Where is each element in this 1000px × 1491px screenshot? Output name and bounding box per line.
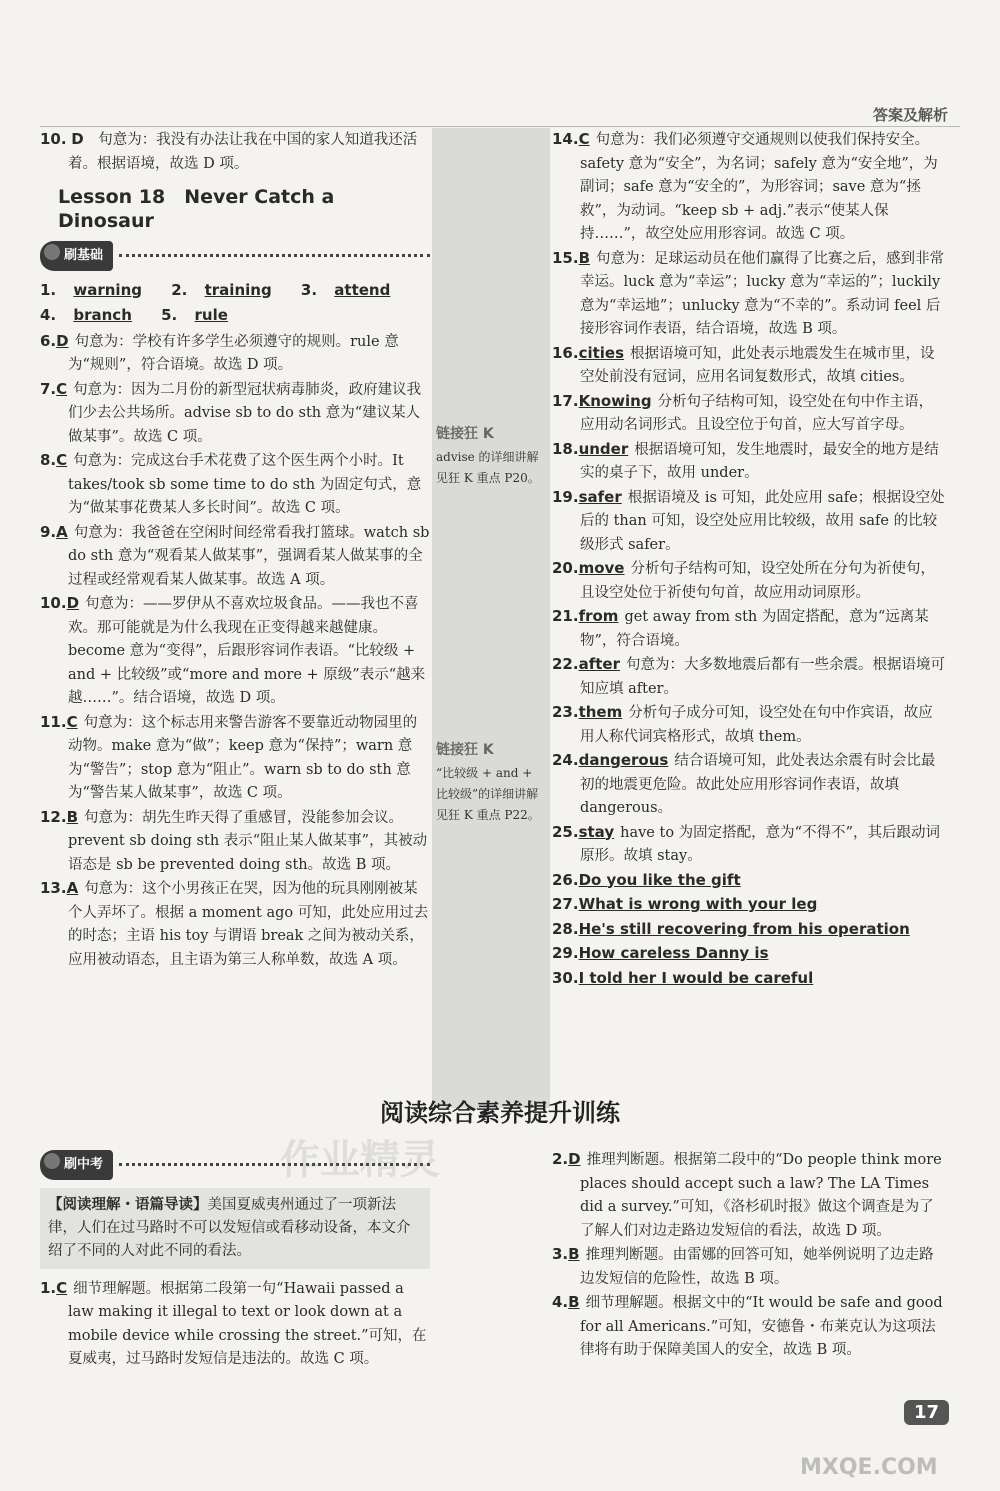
item-explanation: 分析句子结构可知，设空处在句中作主语，应用动名词形式。且设空位于句首，应大写首字母。 xyxy=(580,393,934,433)
answer-item xyxy=(40,330,430,378)
item-number: 22. xyxy=(552,655,579,673)
reading-right-column xyxy=(552,1148,947,1363)
link-note-comparative xyxy=(436,740,548,826)
item-answer: under xyxy=(578,439,629,458)
item-number: 10. xyxy=(40,594,67,612)
item-explanation: 句意为：这个小男孩正在哭，因为他的玩具刚刚被某个人弄坏了。根据 a moment ago 可知，此处应用过去的时态；主语 his toy 与谓语 break 之间为被动关系，应用被动语态，且主语为第三人称单数，故选 A 项。 xyxy=(68,881,429,968)
passage-intro-text: 美国夏威夷州通过了一项新法律，人们在过马路时不可以发短信或看移动设备，本文介绍了不同的人对此不同的看法。 xyxy=(48,1196,411,1259)
item-number: 6. xyxy=(40,331,57,350)
answer-item xyxy=(40,449,430,521)
answer-item xyxy=(552,486,947,558)
item-explanation: have to 为固定搭配，意为“不得不”，其后跟动词原形。故填 stay。 xyxy=(580,824,940,864)
answer-item xyxy=(552,1148,947,1243)
item-explanation: get away from sth 为固定搭配，意为“远离某物”，符合语境。 xyxy=(580,609,929,649)
item-number: 9. xyxy=(40,522,57,541)
item-number: 2. xyxy=(171,280,188,299)
item-explanation: 句意为：——罗伊从不喜欢垃圾食品。——我也不喜欢。那可能就是为什么我现在正变得越来越健康。become 意为“变得”，后跟形容词作表语。“比较级 + and + 比较级”或“more and more + 原级”表示“越来越……”。结合语境，故选 D 项。 xyxy=(68,596,426,706)
item-number: 3. xyxy=(552,1245,569,1263)
side-column xyxy=(432,128,550,1108)
item-explanation: 句意为：我们必须遵守交通规则以使我们保持安全。safety 意为“安全”，为名词；safely 意为“安全地”，为副词；safe 意为“安全的”，为形容词；save 意为“拯救”，为动词。“keep sb + adj.”表示“使某人保持……”，故空处应用形容词。故选 C 项。 xyxy=(580,132,938,242)
item-number: 4. xyxy=(552,1293,569,1311)
tag-label: 刷中考 xyxy=(64,1157,104,1172)
item-answer: B xyxy=(578,248,591,267)
item-explanation: 细节理解题。根据文中的“It would be safe and good for all Americans.”可知，安德鲁・布莱克认为这项法律将有助于保障美国人的安全，故选 B 项。 xyxy=(580,1295,943,1358)
lesson-title: Lesson 18 Never Catch a Dinosaur xyxy=(58,186,335,232)
answer-item xyxy=(552,605,947,653)
item-explanation: 句意为：胡先生昨天得了重感冒，没能参加会议。prevent sb doing sth 表示“阻止某人做某事”，其被动语态是 sb be prevented doing sth。故选 B 项。 xyxy=(68,809,428,873)
right-column xyxy=(552,128,947,991)
item-number: 26. xyxy=(552,870,579,889)
item-answer: What is wrong with your leg xyxy=(578,895,818,913)
item-explanation: 句意为：因为二月份的新型冠状病毒肺炎，政府建议我们少去公共场所。advise sb to do sth 意为“建议某人做某事”。故选 C 项。 xyxy=(68,381,422,445)
item-answer: move xyxy=(578,559,625,577)
reading-section-title: 阅读综合素养提升训练 xyxy=(380,1099,620,1127)
item-number: 16. xyxy=(552,343,579,362)
item-explanation: 根据语境可知，此处表示地震发生在城市里，设空处前没有冠词，应用名词复数形式，故填 cities。 xyxy=(580,345,935,385)
passage-intro xyxy=(40,1188,430,1269)
answer-item xyxy=(40,521,430,593)
item-answer: B xyxy=(568,1293,580,1311)
item-answer: attend xyxy=(334,280,391,299)
item-number: 23. xyxy=(552,703,579,721)
item-answer: from xyxy=(578,607,619,625)
item-number: 12. xyxy=(40,807,67,826)
answer-item xyxy=(40,877,430,972)
item-answer: How careless Danny is xyxy=(578,944,769,962)
item-number: 8. xyxy=(40,451,57,469)
watermark-url: MXQE.COM xyxy=(800,1455,938,1480)
header-label: 答案及解析 xyxy=(872,106,948,124)
item-answer: cities xyxy=(578,343,625,362)
item-number: 14. xyxy=(552,130,579,148)
header-divider xyxy=(40,126,960,127)
short-answers-row-1 xyxy=(40,279,430,303)
item-answer: branch xyxy=(73,306,132,324)
link-note-text: advise 的详细讲解见狂 K 重点 P20。 xyxy=(436,450,540,485)
item-number: 15. xyxy=(552,248,579,267)
tag-label: 刷基础 xyxy=(64,248,104,263)
answer-item xyxy=(40,1277,430,1372)
item-answer: after xyxy=(578,655,620,673)
item-answer: dangerous xyxy=(578,751,669,769)
link-note-advise xyxy=(436,424,548,489)
item-explanation: 细节理解题。根据第二段第一句“Hawaii passed a law making it illegal to text or look down at a mobile device while crossing the street.”可知，在夏威夷，过马路时发短信是违法的。故选 C 项。 xyxy=(68,1280,427,1367)
item-answer: C xyxy=(66,712,78,731)
item-number: 4. xyxy=(40,306,57,324)
exam-practice-tag xyxy=(40,1150,113,1180)
item-number: 29. xyxy=(552,944,579,962)
answer-item xyxy=(552,893,947,918)
item-explanation: 分析句子成分可知，设空处在句中作宾语，故应用人称代词宾格形式，故填 them。 xyxy=(580,705,933,745)
item-number: 25. xyxy=(552,822,579,841)
watermark-text: 作业精灵 xyxy=(280,1137,440,1183)
short-answers-row-2 xyxy=(40,304,430,328)
item-explanation: 根据语境及 is 可知，此处应用 safe；根据设空处后的 than 可知，设空处应用比较级，故用 safe 的比较级形式 safer。 xyxy=(580,489,945,553)
answer-item xyxy=(552,438,947,486)
answer-item xyxy=(552,918,947,943)
answer-item xyxy=(552,557,947,605)
item-answer: training xyxy=(204,280,272,299)
answer-item xyxy=(40,806,430,878)
answer-item xyxy=(552,247,947,342)
link-note-title: 链接狂 K xyxy=(436,742,494,758)
item-number: 18. xyxy=(552,439,579,458)
item-answer: B xyxy=(568,1245,580,1263)
item-explanation: 根据语境可知，发生地震时，最安全的地方是结实的桌子下，故用 under。 xyxy=(580,441,939,481)
item-number: 1. xyxy=(40,280,57,299)
item-answer: D xyxy=(71,130,84,148)
tag-badge-icon xyxy=(44,244,60,260)
item-answer: B xyxy=(66,807,79,826)
item-number: 2. xyxy=(552,1150,569,1168)
item-number: 30. xyxy=(552,968,579,987)
item-answer: C xyxy=(56,1278,68,1297)
tag-badge-icon xyxy=(44,1153,60,1169)
item-number: 1. xyxy=(40,1278,57,1297)
item-answer: A xyxy=(66,879,79,897)
item-number: 24. xyxy=(552,751,579,769)
dotted-divider xyxy=(119,254,430,257)
item-number: 17. xyxy=(552,391,579,410)
item-answer: Knowing xyxy=(578,391,652,410)
item-explanation: 结合语境可知，此处表达余震有时会比最初的地震更危险。故此处应用形容词作表语，故填 dangerous。 xyxy=(580,753,936,816)
item-number: 27. xyxy=(552,895,579,913)
item-explanation: 句意为：大多数地震后都有一些余震。根据语境可知应填 after。 xyxy=(580,657,945,697)
answer-item xyxy=(552,869,947,894)
item-answer: D xyxy=(56,331,69,350)
answer-item xyxy=(552,1291,947,1363)
item-answer: them xyxy=(578,703,623,721)
answer-item xyxy=(552,128,947,247)
answer-item xyxy=(40,592,430,711)
item-number: 11. xyxy=(40,712,67,731)
answer-item xyxy=(40,128,430,176)
item-number: 3. xyxy=(300,280,318,299)
answer-item xyxy=(552,821,947,869)
answer-list-left xyxy=(40,330,430,973)
item-number: 20. xyxy=(552,559,579,577)
item-explanation: 句意为：完成这台手术花费了这个医生两个小时。It takes/took sb some time to do sth 为固定句式，意为“做某事花费某人多长时间”。故选 C 项。 xyxy=(68,453,422,516)
basic-practice-tag xyxy=(40,241,113,271)
passage-intro-label: 【阅读理解・语篇导读】 xyxy=(48,1196,208,1213)
answer-item xyxy=(552,1243,947,1291)
answer-item xyxy=(552,749,947,821)
item-explanation: 句意为：足球运动员在他们赢得了比赛之后，感到非常幸运。luck 意为“幸运”；lucky 意为“幸运的”；luckily 意为“幸运地”；unlucky 意为“不幸的”。系动词 feel 后接形容词作表语，结合语境，故选 B 项。 xyxy=(580,250,945,337)
item-explanation: 句意为：学校有许多学生必须遵守的规则。rule 意为“规则”，符合语境。故选 D 项。 xyxy=(68,333,399,373)
item-explanation: 推理判断题。根据第二段中的“Do people think more places should accept such a law? The LA Times did a survey.”可知，《洛杉矶时报》做这个调查是为了了解人们对边走路边发短信的看法，故选 D 项。 xyxy=(580,1152,942,1239)
link-note-title: 链接狂 K xyxy=(436,426,494,442)
item-answer: Do you like the gift xyxy=(578,870,741,889)
item-answer: stay xyxy=(578,822,615,841)
item-explanation: 分析句子结构可知，设空处所在分句为祈使句，且设空处位于祈使句句首，故应用动词原形。 xyxy=(580,561,935,601)
item-explanation: 句意为：我爸爸在空闲时间经常看我打篮球。watch sb do sth 意为“观看某人做某事”，强调看某人做某事的全过程或经常观看某人做某事。故选 A 项。 xyxy=(68,524,430,588)
item-answer: A xyxy=(56,522,68,541)
section-tag-row xyxy=(40,241,430,271)
item-number: 21. xyxy=(552,607,579,625)
item-explanation: 句意为：这个标志用来警告游客不要靠近动物园里的动物。make 意为“做”；keep 意为“保持”；warn 意为“警告”；stop 意为“阻止”。warn sb to do sth 意为“警告某人做某事”，故选 C 项。 xyxy=(68,714,418,801)
item-answer: I told her I would be careful xyxy=(578,968,814,987)
item-number: 10. xyxy=(40,130,67,148)
item-explanation: 句意为：我没有办法让我在中国的家人知道我还活着。根据语境，故选 D 项。 xyxy=(68,132,418,172)
item-answer: C xyxy=(56,379,68,398)
answer-item xyxy=(552,942,947,967)
item-answer: C xyxy=(578,130,590,148)
answer-item xyxy=(552,967,947,992)
item-answer: D xyxy=(66,594,80,612)
link-note-text: “比较级 + and + 比较级”的详细讲解见狂 K 重点 P22。 xyxy=(436,766,540,822)
page-number: 17 xyxy=(904,1400,949,1425)
item-number: 13. xyxy=(40,879,67,897)
answer-item xyxy=(552,342,947,390)
answer-item xyxy=(552,701,947,749)
item-answer: He's still recovering from his operation xyxy=(578,919,910,938)
answer-item xyxy=(552,390,947,438)
item-answer: C xyxy=(56,451,68,469)
item-answer: D xyxy=(568,1150,581,1168)
item-number: 28. xyxy=(552,919,579,938)
item-answer: safer xyxy=(578,487,622,506)
answer-item xyxy=(552,653,947,701)
item-answer: warning xyxy=(73,280,142,299)
item-answer: rule xyxy=(194,306,228,324)
item-number: 7. xyxy=(40,379,57,398)
answer-item xyxy=(40,711,430,806)
item-explanation: 推理判断题。由雷娜的回答可知，她举例说明了边走路边发短信的危险性，故选 B 项。 xyxy=(580,1247,934,1287)
answer-item xyxy=(40,378,430,450)
item-number: 5. xyxy=(161,306,178,324)
left-column xyxy=(40,128,430,972)
item-number: 19. xyxy=(552,487,579,506)
